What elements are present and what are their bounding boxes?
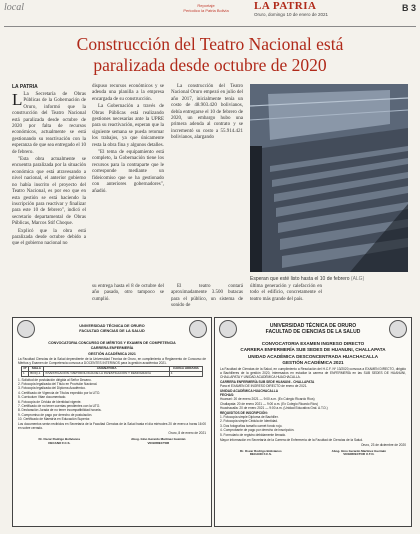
notice-header: [13, 318, 211, 340]
notice-title-line: FACULTAD CIENCIAS DE LA SALUD: [79, 329, 145, 333]
list-item: FECHAS:: [220, 393, 235, 398]
notice-intro: La Facultad Ciencias de la Salud dependiente de la Universidad Técnica de Oruro, en cumplimiento a Reglamento de Concurso de Méritos y Examen de Competencia convoca a DOCENTES INTERINOS para la gestión académica 2021.: [18, 357, 206, 366]
article-column-1: [12, 92, 86, 249]
paragraph: Explicó que la obra está paralizada desde octubre debido a que el gobierno nacional no: [12, 228, 86, 247]
photo-credit: (ALG): [350, 276, 365, 282]
list-item: 2. Fotocopia simple Cédula de Identidad.: [220, 419, 278, 424]
signer-name: Dr. Oscar Rodrigo Bolivianos: [38, 437, 81, 442]
university-seal-icon: [219, 320, 237, 338]
paragraph: La construcción del Teatro Nacional Oruro empezó en julio del año 2017, inicialmente tenía un costo de 48.903.420 bolivianos, debía entregarse el 10 de febrero de 2020, un embargo hubo una primera adenda al contrato y se incrementó su costo a 55.914.421 bolivianos, alargando: [171, 84, 243, 141]
signature-block: [38, 438, 80, 445]
paragraph: "Esta obra actualmente se encuentra paralizada por la situación económica que está atravesando a nivel nacional, el anterior gobierno no había inscrito el proyecto del Teatro Nacional, es por eso que en esta gestión se está haciendo la inscripción para reactivar y finalizar para este 10 de febrero", indicó el secretario departamental de Obras Públicas, Marcos Stif Choque.: [12, 157, 86, 227]
table-row: [22, 372, 203, 377]
notice-place-date: Oruro, 23 de diciembre de 2020: [360, 442, 406, 447]
notice-subtitle: CARRERA ENFERMERÍA: [90, 346, 134, 351]
article-byline: LA PATRIA: [12, 84, 38, 90]
notice-subtitle: UNIDAD ACADÉMICA DESCONCENTRADA HUACHACALLA: [247, 353, 379, 359]
paragraph: dispuso recursos económicos y se adeuda una planilla a la empresa encargada de su construcción.: [92, 84, 164, 102]
signature-block: [240, 450, 282, 457]
signatures: [215, 450, 411, 457]
drop-cap: L: [12, 90, 23, 109]
university-seal-icon: [17, 320, 35, 338]
header-center-note: [176, 3, 236, 13]
table-cell: 4: [169, 372, 202, 377]
table-header: SIGLA: [29, 367, 44, 372]
table-cell: INVESTIGACIÓN / METODOLOGÍA DE LA INVESTIGACIÓN Y DEMOGRAFÍA: [44, 372, 169, 377]
article-column-5: [171, 284, 243, 311]
list-item: 9. Compromiso de pago por derecho de postulación.: [18, 412, 93, 417]
page-header: [4, 2, 416, 27]
article-column-6: [250, 284, 322, 304]
notice-header: [215, 318, 411, 340]
signer-name: Abog. Gino Gerardo Martínez Guzmán: [131, 437, 186, 442]
list-item: 3. Dos fotografías tamaño carnet fondo rojo.: [220, 423, 283, 428]
requirements-list: [18, 378, 206, 422]
table-cell: BIOQ-1: [29, 372, 44, 377]
caption-text: Esperan que esté listo hasta el 10 de febrero: [250, 276, 350, 282]
notice-subtitle: GESTIÓN ACADÉMICA 2021: [88, 351, 136, 356]
signer-title: VICERRECTOR U.T.O.: [343, 452, 375, 457]
theater-photo: [250, 84, 408, 272]
paragraph: La Secretaría de Obras Públicas de la Gobernación de Oruro, informó que la construcción del Teatro Nacional está paralizada desde octubre de 2020 por falta de recursos económicos, actualmente se está gestionando su reactivación con la esperanza de que sea entregado el 10 de febrero.: [12, 92, 86, 155]
list-item: 8. Declaración Jurada de no tener incompatibilidad horaria.: [18, 408, 102, 413]
list-item: 10. Certificado de Maestría en Educación Superior.: [18, 417, 91, 422]
signature-block: [332, 450, 386, 457]
list-item: 1. Solicitud de postulación dirigida al Señor Decano.: [18, 377, 92, 382]
paragraph: La Gobernación a través de Obras Públicas está realizando gestiones necesarias ante la UPRE para su reactivación, esperan que la siguiente semana se pueda retomar los trabajos, ya que únicamente resta la obra fina y algunos detalles.: [92, 104, 164, 148]
list-item: 5. Formulario de registro debidamente llenado.: [220, 432, 287, 437]
list-item: 7. Certificado de no tener cuentas pendientes con la UTO.: [18, 403, 101, 408]
signer-title: VICERRECTOR: [147, 441, 170, 446]
article-headline: [12, 34, 408, 76]
notice-title-line: FACULTAD DE CIENCIAS DE LA SALUD: [265, 329, 361, 335]
notice-closing: Los documentos serán recibidos en Secretaría de la Facultad Ciencias de la Salud hasta el día miércoles 20 de enero a horas 16:00 en sobre cerrado.: [18, 422, 206, 431]
list-item: 6. Fotocopia de Cédula de Identidad vigente.: [18, 399, 82, 404]
signer-name: Dr. Oscar Rodrigo Bolivianos: [239, 448, 282, 453]
university-notice-right: [214, 317, 412, 527]
table-cell: 1: [22, 372, 29, 377]
brand-logo: LA PATRIA: [254, 0, 317, 12]
table-header: Nº: [23, 366, 27, 371]
headline-line: Construcción del Teatro Nacional está: [76, 34, 344, 54]
paragraph: su entrega hasta el 8 de octubre del año pasado, otro tampoco se cumplió.: [92, 284, 164, 302]
article-column-3: [171, 84, 243, 143]
list-item: REQUISITOS DE INSCRIPCIÓN:: [220, 410, 268, 415]
notice-place-date: Oruro, 8 de enero de 2021: [168, 431, 206, 436]
notice-subtitle: CONVOCATORIA EXAMEN INGRESO DIRECTO: [261, 341, 365, 346]
list-item: 4. Certificado de Vigencia de Títulos expedido por la UTO.: [18, 390, 101, 395]
faculty-seal-icon: [189, 320, 207, 338]
subjects-table: [21, 366, 203, 376]
notice-subtitle: GESTIÓN ACADÉMICA 2021: [282, 360, 344, 366]
list-item: Challapata: 20 de enero 2021 — 9:00 a.m. (Ex Colegio Ricardo Ríos): [220, 401, 318, 406]
list-item: UNIDAD ACADÉMICA HUACHACALLA: [220, 388, 279, 393]
notice-title: [35, 324, 189, 333]
table-header: ASIGNATURA: [44, 367, 169, 372]
notice-subtitle: CONVOCATORIA CONCURSO DE MÉRITOS Y EXAMEN DE COMPETENCIA: [48, 341, 176, 345]
list-item: 4. Comprobante de pago por derecho de inscripción.: [220, 428, 295, 433]
notice-title-line: UNIVERSIDAD TÉCNICA DE ORURO: [79, 324, 145, 329]
article-column-2: [92, 84, 164, 196]
notice-subtitle: CARRERA ENFERMERÍA SUB SEDES DE HUANUNI, CHALLAPATA: [240, 347, 386, 353]
list-item: 1. Fotocopia simple Diploma de Bachiller.: [220, 415, 279, 420]
list-item: 3. Fotocopia legalizada del Diploma Académico.: [18, 386, 86, 391]
paragraph: "El tema de equipamiento está completo, la Gobernación tiene los recursos para la contraparte que le corresponde mediante un fideicomiso que se ha gestionado con anteriores gobernadores", añadió.: [92, 150, 164, 194]
university-notice-left: [12, 317, 212, 527]
list-item: Huachacalla: 20 de enero 2021 — 9:00 a.m. (Unidad Educativa Gral. A.T.D.): [220, 406, 328, 411]
page-number: B 3: [401, 3, 416, 13]
notice-title: [237, 323, 389, 335]
list-item: Huanuni: 20 de enero 2021 — 9:00 a.m. (Ex Colegio Ricardo Ríos): [220, 397, 315, 402]
faculty-seal-icon: [389, 320, 407, 338]
notice-title-line: UNIVERSIDAD TÉCNICA DE ORURO: [269, 323, 357, 329]
paragraph: última generación y calefacción en todo el edificio, concretamente el teatro más grande del país.: [250, 284, 322, 302]
list-item: CARRERA ENFERMERÍA SUB SEDE HUANUNI - CHALLAPATA: [220, 379, 315, 384]
notice-closing: Mayor información en Secretaría de la Carrera de Enfermería de la Facultad de Ciencias de la Salud.: [220, 437, 363, 442]
list-item: 5. Curriculum Vitae documentado.: [18, 395, 67, 400]
list-item: 2. Fotocopia legalizada del Título en Provisión Nacional.: [18, 381, 98, 386]
section-label: local: [4, 2, 24, 13]
headline-line: paralizada desde octubre de 2020: [93, 55, 327, 75]
auditorium-image: [250, 84, 408, 272]
exam-details-list: [220, 380, 406, 437]
signature-block: [131, 438, 185, 445]
paragraph: El teatro contará aproximadamente 3.500 butacas para el público, un sistema de sonido de: [171, 284, 243, 309]
notice-intro: La Facultad de Ciencias de la Salud, en cumplimiento a Resolución del H.C.F. Nº 13/2020 convoca a EXAMEN DIRECTO, dirigido a Bachilleres de la gestión 2020, interesados en estudiar la carrera de ENFERMERÍA en las SUB SEDES DE HUANUNI, CHALLAPATA Y UNIDAD ACADÉMICA HUACHACALLA.: [220, 366, 406, 379]
table-header: CARGA HORARIA: [169, 367, 202, 372]
article-column-4: [92, 284, 164, 304]
signatures: [13, 438, 211, 445]
header-note-line: Reportaje: [197, 3, 215, 8]
list-item: Para el EXAMEN DE INGRESO DIRECTO de enero de 2021.: [220, 384, 308, 389]
signer-title: DECANO F.C.S.: [249, 452, 272, 457]
photo-caption: [250, 276, 364, 282]
issue-date: Oruro, domingo 10 de enero de 2021: [254, 12, 329, 17]
signer-name: Abog. Gino Gerardo Martínez Guzmán: [331, 448, 386, 453]
header-note-line: Periodico la Patria Bolivia: [183, 8, 229, 13]
signer-title: DECANO F.C.S.: [48, 441, 71, 446]
